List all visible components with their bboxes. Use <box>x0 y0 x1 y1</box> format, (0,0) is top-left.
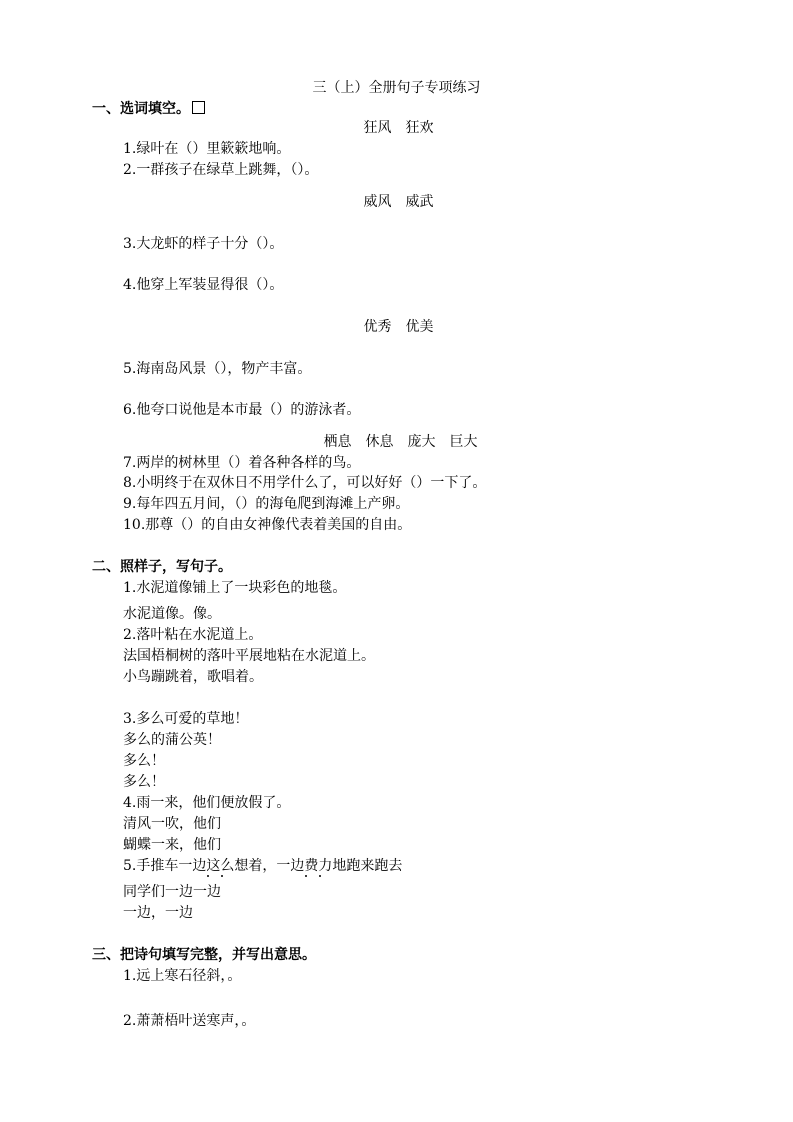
poem-2: 2.萧萧梧叶送寒声，。 <box>123 1013 256 1029</box>
answer-checkbox[interactable] <box>192 101 205 114</box>
emphasis-dot <box>221 875 223 877</box>
question-1: 1.绿叶在（）里簌簌地响。 <box>123 141 291 157</box>
word-bank-1: 狂风 狂欢 <box>363 120 434 136</box>
page-title: 三（上）全册句子专项练习 <box>312 80 481 96</box>
example-4: 4.雨一来，他们便放假了。 <box>123 795 291 811</box>
example-2: 2.落叶粘在水泥道上。 <box>123 627 263 643</box>
word-bank-4: 栖息 休息 庞大 巨大 <box>323 434 478 450</box>
practice-5a: 同学们一边一边 <box>123 884 221 900</box>
emphasis-dot <box>207 875 209 877</box>
example-5: 5.手推车一边这么想着，一边费力地跑来跑去 <box>123 858 403 874</box>
section3-heading: 三、把诗句填写完整，并写出意思。 <box>92 947 316 963</box>
example-2-expanded: 法国梧桐树的落叶平展地粘在水泥道上。 <box>123 648 375 664</box>
section1-heading-text: 一、选词填空。 <box>92 101 190 117</box>
section2-heading: 二、照样子，写句子。 <box>92 559 232 575</box>
question-6: 6.他夸口说他是本市最（）的游泳者。 <box>123 402 361 418</box>
practice-3b: 多么！ <box>123 753 165 769</box>
poem-1: 1.远上寒石径斜，。 <box>123 968 242 984</box>
practice-3c: 多么！ <box>123 774 165 790</box>
example-3: 3.多么可爱的草地！ <box>123 711 249 727</box>
word-bank-2: 威风 威武 <box>363 194 434 210</box>
practice-1: 水泥道像。像。 <box>123 606 221 622</box>
section1-heading <box>92 101 205 117</box>
practice-4b: 蝴蝶一来，他们 <box>123 837 221 853</box>
practice-2: 小鸟蹦跳着，歌唱着。 <box>123 669 263 685</box>
question-9: 9.每年四五月间，（）的海龟爬到海滩上产卵。 <box>123 496 410 512</box>
emphasis-dot <box>305 875 307 877</box>
practice-4a: 清风一吹，他们 <box>123 816 221 832</box>
question-10: 10.那尊（）的自由女神像代表着美国的自由。 <box>123 517 412 533</box>
question-8: 8.小明终于在双休日不用学什么了，可以好好（）一下了。 <box>123 475 487 491</box>
practice-3a: 多么的蒲公英！ <box>123 732 221 748</box>
question-2: 2.一群孩子在绿草上跳舞，（）。 <box>123 162 319 178</box>
question-7: 7.两岸的树林里（）着各种各样的鸟。 <box>123 455 361 471</box>
example-1: 1.水泥道像铺上了一块彩色的地毯。 <box>123 580 347 596</box>
word-bank-3: 优秀 优美 <box>363 319 434 335</box>
practice-5b: 一边，一边 <box>123 905 193 921</box>
emphasis-dot <box>319 875 321 877</box>
question-3: 3.大龙虾的样子十分（）。 <box>123 236 284 252</box>
question-4: 4.他穿上军装显得很（）。 <box>123 277 284 293</box>
question-5: 5.海南岛风景（），物产丰富。 <box>123 361 312 377</box>
